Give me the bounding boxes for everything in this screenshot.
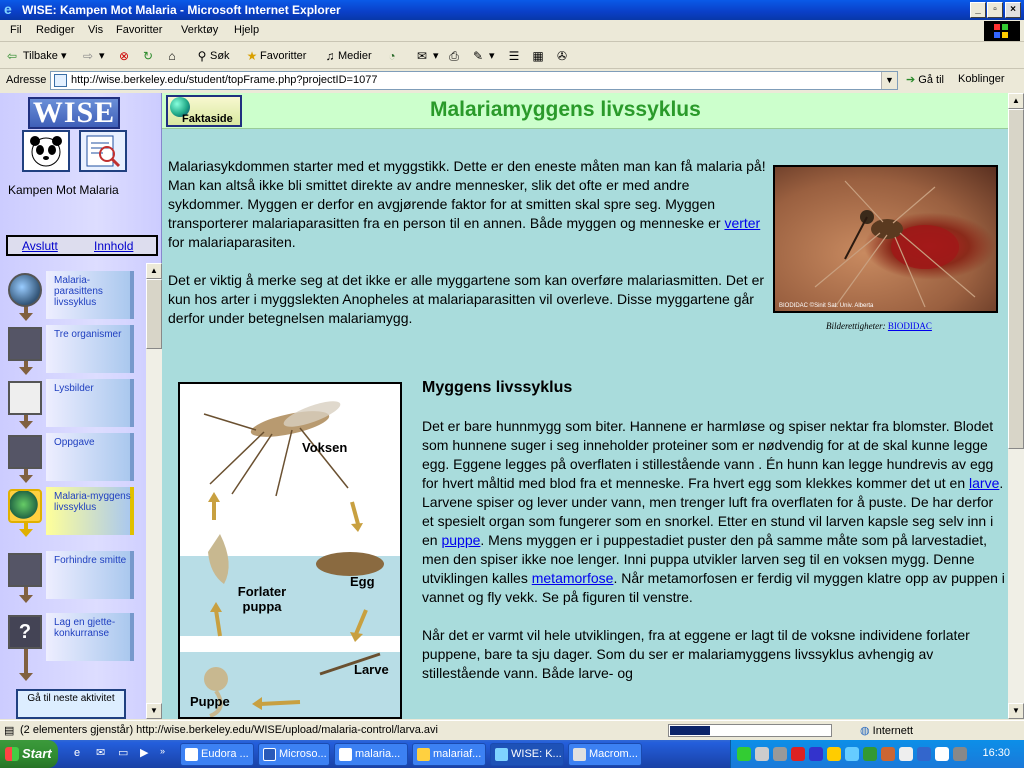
- tray-icon-9[interactable]: [881, 747, 895, 761]
- taskbar: [0, 740, 1024, 768]
- go-button[interactable]: ➔ Gå til: [906, 74, 944, 86]
- tray-icon-7[interactable]: [845, 747, 859, 761]
- minimize-button[interactable]: _: [970, 2, 986, 18]
- print-icon: ⎙: [449, 49, 459, 63]
- forward-arrow-icon: ⇨: [82, 49, 94, 63]
- search-button[interactable]: ⚲ Søk: [194, 48, 230, 64]
- edit-icon: ✎: [472, 49, 484, 63]
- step-parasite-lifecycle[interactable]: [6, 271, 136, 319]
- loading-page-icon: ▤: [4, 725, 15, 737]
- discuss-button[interactable]: [506, 48, 522, 64]
- step-mosquito-lifecycle[interactable]: [6, 487, 136, 535]
- scroll-up-button[interactable]: ▲: [146, 263, 162, 279]
- question-icon: ?: [8, 615, 42, 649]
- steps-list: [0, 263, 146, 719]
- menu-favorites[interactable]: Favoritter: [116, 24, 163, 36]
- edit-button[interactable]: ✎ ▾: [470, 48, 495, 64]
- mail-icon: ✉: [416, 49, 428, 63]
- internet-zone: ◍ Internett: [860, 725, 914, 737]
- step-label: Malaria-myggens livssyklus: [54, 491, 131, 513]
- address-url: http://wise.berkeley.edu/student/topFrame.php?projectID=1077: [71, 74, 378, 86]
- task-wise[interactable]: WISE: K...: [490, 743, 564, 766]
- fact-page-button[interactable]: Faktaside: [166, 95, 242, 127]
- tray-icon-1[interactable]: [737, 747, 751, 761]
- content-frame: [162, 93, 1024, 719]
- magnifier-icon[interactable]: [79, 130, 127, 172]
- notepad-icon: [8, 435, 42, 469]
- research-button[interactable]: [554, 48, 570, 64]
- start-button[interactable]: Start: [0, 740, 58, 768]
- intro-paragraph-1: Malariasykdommen starter med et myggstikk. Dette er den eneste måten man kan få malaria på! Man kan altså ikke bli smittet direkte av andre mennesker, slik det ofte er med andre sykdommer. Myggen er derfor en avgjørende faktor for at smitten skal spre seg. Myggen transporterer malariaparasitten fra en person til en annen. Både myggen og menneske er verter for malariaparasiten.: [168, 158, 766, 250]
- step-label: Forhindre smitte: [54, 555, 127, 566]
- maximize-button[interactable]: ▫: [987, 2, 1003, 18]
- ie-icon: e: [4, 1, 12, 17]
- menu-edit[interactable]: Rediger: [36, 24, 75, 36]
- media-button[interactable]: ♫ Medier: [322, 48, 372, 64]
- wise-logo: WISE: [28, 97, 120, 129]
- favorites-button[interactable]: ★ Favoritter: [244, 48, 306, 64]
- scroll-thumb[interactable]: [146, 279, 162, 349]
- scroll-down-button[interactable]: ▼: [1008, 703, 1024, 719]
- system-tray: [730, 740, 1024, 768]
- grid-icon: ▦: [532, 49, 544, 63]
- lifecycle-diagram: [178, 382, 402, 719]
- browser-viewport: [0, 93, 1024, 719]
- page-icon: [54, 74, 67, 87]
- back-button[interactable]: ⇦ Tilbake ▾: [4, 48, 67, 64]
- status-text: (2 elementers gjenstår) http://wise.berkeley.edu/WISE/upload/malaria-control/larva.avi: [20, 724, 438, 736]
- label-pupa: Puppe: [190, 694, 230, 709]
- notepad-icon: [8, 553, 42, 587]
- metamorphosis-link[interactable]: metamorfose: [531, 570, 614, 586]
- stop-icon: ⊗: [118, 49, 130, 63]
- print-button[interactable]: [446, 48, 462, 64]
- back-arrow-icon: ⇦: [6, 49, 18, 63]
- close-button[interactable]: ×: [1005, 2, 1021, 18]
- forward-button[interactable]: ⇨ ▾: [80, 48, 105, 64]
- desktop-quicklaunch-icon[interactable]: ▭: [118, 747, 129, 759]
- photo-caption: BIODIDAC ©Sinit Sat. Univ. Alberta: [779, 303, 874, 309]
- tray-icon-5[interactable]: [809, 747, 823, 761]
- lifecycle-paragraph-2: Når det er varmt vil hele utviklingen, fra at eggene er lagt til de voksne individene forlater puppene, bare ta sju dager. Som du ser er malariamyggens livssyklus avhengig av stillestående vann. Både larve- og: [422, 627, 970, 681]
- links-button[interactable]: Koblinger: [958, 73, 1005, 85]
- task-malariaf[interactable]: malariaf...: [412, 743, 486, 766]
- speaker-icon[interactable]: [773, 747, 787, 761]
- address-bar: [0, 70, 1024, 92]
- scroll-up-button[interactable]: ▲: [1008, 93, 1024, 109]
- menu-tools[interactable]: Verktøy: [181, 24, 219, 36]
- address-dropdown[interactable]: ▼: [881, 72, 897, 89]
- step-guessing-contest[interactable]: [6, 613, 136, 661]
- step-slides[interactable]: [6, 379, 136, 427]
- refresh-button[interactable]: [140, 48, 156, 64]
- mail-button[interactable]: ✉ ▾: [414, 48, 439, 64]
- sidebar-scrollbar[interactable]: [146, 263, 162, 719]
- home-icon: ⌂: [168, 49, 176, 63]
- pupa-link[interactable]: puppe: [441, 532, 481, 548]
- task-macromedia[interactable]: Macrom...: [568, 743, 642, 766]
- biodidac-link[interactable]: BIODIDAC: [887, 321, 932, 331]
- star-icon: ★: [246, 49, 258, 63]
- research-icon: ✇: [556, 49, 568, 63]
- task-eudora[interactable]: Eudora ...: [180, 743, 254, 766]
- content-scrollbar[interactable]: [1008, 93, 1024, 719]
- image-credit: Bilderettigheter: BIODIDAC: [826, 321, 932, 331]
- exit-contents-box: [6, 235, 158, 256]
- panda-icon[interactable]: [22, 130, 70, 172]
- exit-link[interactable]: Avslutt: [22, 239, 58, 253]
- menu-view[interactable]: Vis: [88, 24, 104, 36]
- project-name: Kampen Mot Malaria: [8, 183, 119, 197]
- section-title: Myggens livssyklus: [422, 379, 573, 396]
- label-egg: Egg: [350, 574, 375, 589]
- larva-link[interactable]: larve: [969, 475, 1000, 491]
- toolbar: [0, 43, 1024, 69]
- address-input[interactable]: [50, 71, 898, 90]
- tray-icon-12[interactable]: [935, 747, 949, 761]
- step-label: Oppgave: [54, 437, 95, 448]
- step-label: Tre organismer: [54, 329, 122, 340]
- task-malaria[interactable]: malaria...: [334, 743, 408, 766]
- step-task[interactable]: [6, 433, 136, 481]
- search-icon: ⚲: [197, 49, 207, 63]
- menu-file[interactable]: Fil: [10, 24, 22, 36]
- discuss-icon: ☰: [508, 49, 520, 63]
- outlook-quicklaunch-icon[interactable]: ✉: [96, 747, 106, 759]
- globe-icon: ◍: [860, 725, 870, 737]
- media-icon: ♫: [325, 49, 335, 63]
- scroll-thumb[interactable]: [1008, 109, 1024, 449]
- step-three-organisms[interactable]: [6, 325, 136, 373]
- progress-bar: [668, 724, 832, 737]
- label-leaving-pupa: Forlater puppa: [237, 584, 287, 614]
- tray-icon-4[interactable]: [791, 747, 805, 761]
- label-larva: Larve: [354, 662, 389, 677]
- next-activity-button[interactable]: Gå til neste aktivitet: [16, 689, 126, 719]
- slides-icon: [8, 381, 42, 415]
- label-adult: Voksen: [302, 440, 348, 455]
- task-microsoft[interactable]: Microso...: [258, 743, 330, 766]
- hosts-link[interactable]: verter: [724, 215, 761, 231]
- tray-icon-6[interactable]: [827, 747, 841, 761]
- tray-icon-10[interactable]: [899, 747, 913, 761]
- refresh-icon: ↻: [142, 49, 154, 63]
- history-button[interactable]: [384, 48, 400, 64]
- tray-icon-2[interactable]: [755, 747, 769, 761]
- go-arrow-icon: ➔: [906, 74, 916, 86]
- menu-help[interactable]: Hjelp: [234, 24, 260, 36]
- stop-button[interactable]: [116, 48, 132, 64]
- windows-logo-icon: [984, 21, 1020, 41]
- step-label: Lag en gjette-konkurranse: [54, 617, 116, 639]
- content-header: [162, 93, 1008, 129]
- intro-text: [168, 157, 768, 347]
- tray-icon-13[interactable]: [953, 747, 967, 761]
- mosquito-photo: [773, 165, 998, 313]
- intro-paragraph-2: Det er viktig å merke seg at det ikke er alle myggartene som kan overføre malariasmitten. Det er kun hos arter i myggslekten Anopheles at malariaparasitten vil overleve. Disse myggartene går derfor under betegnelsen malariamygg.: [168, 272, 765, 326]
- tray-icon-8[interactable]: [863, 747, 877, 761]
- home-button[interactable]: [164, 48, 180, 64]
- media-quicklaunch-icon[interactable]: ▶: [140, 747, 149, 759]
- history-icon: ◔: [388, 49, 396, 63]
- navigation-frame: [0, 93, 162, 719]
- step-label: Malaria-parasittens livssyklus: [54, 275, 103, 308]
- step-prevent-infection[interactable]: [6, 551, 136, 599]
- ie-quicklaunch-icon[interactable]: e: [74, 747, 81, 759]
- menu-bar: [0, 20, 1024, 42]
- contents-link[interactable]: Innhold: [94, 239, 134, 253]
- messenger-button[interactable]: [530, 48, 546, 64]
- windows-flag-icon: [5, 747, 19, 761]
- window-title: WISE: Kampen Mot Malaria - Microsoft Internet Explorer: [22, 3, 341, 17]
- notepad-icon: [8, 327, 42, 361]
- tray-icon-11[interactable]: [917, 747, 931, 761]
- clock: 16:30: [982, 747, 1010, 759]
- step-label: Lysbilder: [54, 383, 94, 394]
- quicklaunch-more-icon[interactable]: »: [160, 746, 166, 756]
- page-title: Malariamyggens livssyklus: [430, 98, 701, 121]
- address-label: Adresse: [6, 74, 47, 86]
- status-bar: [0, 720, 1024, 740]
- globe-icon: [8, 273, 42, 307]
- globe-icon: [8, 489, 42, 523]
- lifecycle-text: [422, 417, 1008, 702]
- window-titlebar: [0, 0, 1024, 20]
- lifecycle-paragraph-1: Det er bare hunnmygg som biter. Hannene er harmløse og spiser nektar fra blomster. Blodet som hunnene suger i seg inneholder proteiner som er nødvendig for at de skal kunne legge egg. Eggene legges på overflaten i stillestående vann . Én hunn kan legge hundrevis av egg for hvert måltid med blod fra et menneske. Fra hvert egg som klekkes kommer det ut en larve. Larvene spiser og lever under vann, men trenger luft fra overflaten for å puste. De har derfor et spesielt organ som fungerer som en snorkel. Etter en stund vil larven kapsle seg selv inn i en puppe. Mens myggen er i puppestadiet puster den på samme måte som på larvestadiet, men den spiser ikke noe lenger. Inni puppa utvikler larven seg til en voksen mygg. Denne utviklingen kalles metamorfose. Når metamorfosen er ferdig vil myggen klatre opp av puppen i vannet og fly vekk. Se på figuren til venstre.: [422, 418, 1005, 605]
- scroll-down-button[interactable]: ▼: [146, 703, 162, 719]
